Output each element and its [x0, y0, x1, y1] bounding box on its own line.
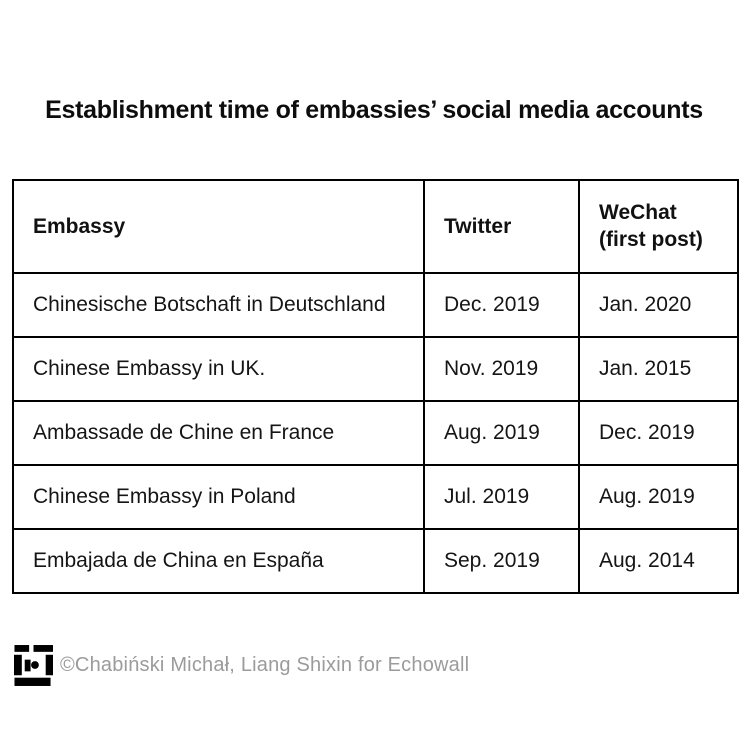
cell-twitter: Sep. 2019: [424, 529, 579, 593]
cell-twitter: Nov. 2019: [424, 337, 579, 401]
table-row: [13, 401, 738, 465]
col-header-wechat-line1: WeChat: [599, 201, 677, 225]
credit-text: ©Chabiński Michał, Liang Shixin for Echowall: [60, 654, 470, 676]
cell-twitter: Dec. 2019: [424, 273, 579, 337]
cell-wechat: Aug. 2019: [579, 465, 738, 529]
col-header-twitter: Twitter: [424, 180, 579, 273]
table-header-row: [13, 180, 738, 273]
credit-footer: [14, 644, 469, 687]
cell-wechat: Dec. 2019: [579, 401, 738, 465]
table-row: [13, 273, 738, 337]
embassy-social-media-table: [12, 179, 739, 594]
echowall-logo-icon: [14, 644, 53, 687]
cell-embassy: Embajada de China en España: [13, 529, 424, 593]
table-row: [13, 529, 738, 593]
cell-wechat: Jan. 2015: [579, 337, 738, 401]
cell-wechat: Aug. 2014: [579, 529, 738, 593]
col-header-wechat: [579, 180, 738, 273]
cell-twitter: Jul. 2019: [424, 465, 579, 529]
cell-embassy: Ambassade de Chine en France: [13, 401, 424, 465]
table-row: [13, 337, 738, 401]
col-header-wechat-line2: (first post): [599, 227, 703, 251]
table-row: [13, 465, 738, 529]
cell-twitter: Aug. 2019: [424, 401, 579, 465]
cell-embassy: Chinese Embassy in UK.: [13, 337, 424, 401]
cell-embassy: Chinese Embassy in Poland: [13, 465, 424, 529]
cell-embassy: Chinesische Botschaft in Deutschland: [13, 273, 424, 337]
cell-wechat: Jan. 2020: [579, 273, 738, 337]
col-header-embassy: Embassy: [13, 180, 424, 273]
chart-title: Establishment time of embassies’ social media accounts: [45, 96, 703, 124]
